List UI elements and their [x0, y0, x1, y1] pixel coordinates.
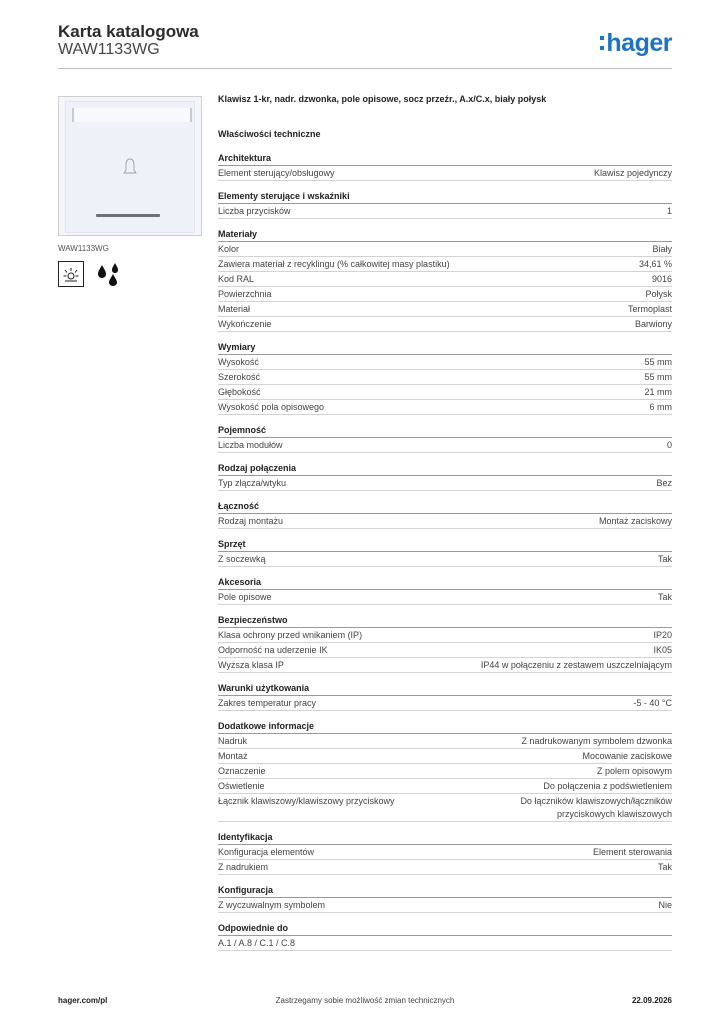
- spec-value: Element sterowania: [592, 847, 672, 857]
- document-title: Karta katalogowa: [58, 22, 199, 41]
- spec-key: Oznaczenie: [218, 766, 266, 776]
- section-heading: Wymiary: [218, 340, 672, 355]
- spec-key: Powierzchnia: [218, 289, 272, 299]
- spec-value: Montaż zaciskowy: [598, 516, 672, 526]
- spec-row: [218, 242, 672, 257]
- spec-key: Montaż: [218, 751, 248, 761]
- spec-row: [218, 385, 672, 400]
- spec-key: A.1 / A.8 / C.1 / C.8: [218, 938, 296, 948]
- spec-value: 55 mm: [644, 357, 672, 367]
- spec-row: [218, 658, 672, 673]
- spec-value: Tak: [657, 862, 672, 872]
- spec-key: Konfiguracja elementów: [218, 847, 315, 857]
- spec-row: [218, 355, 672, 370]
- section-heading: Elementy sterujące i wskaźniki: [218, 189, 672, 204]
- spec-value: Mocowanie zaciskowe: [582, 751, 672, 761]
- section-heading: Pojemność: [218, 423, 672, 438]
- hager-logo[interactable]: [600, 28, 672, 58]
- spec-row: [218, 166, 672, 181]
- spec-value: Do połączenia z podświetleniem: [543, 781, 672, 791]
- spec-key: Kolor: [218, 244, 240, 254]
- spec-section: [218, 830, 672, 875]
- spec-value: IP44 w połączeniu z zestawem uszczelniającym: [480, 660, 672, 670]
- spec-row: [218, 779, 672, 794]
- section-heading: Architektura: [218, 151, 672, 166]
- document-date: 22.09.2026: [631, 996, 672, 1005]
- section-heading: Odpowiednie do: [218, 921, 672, 936]
- spec-key: Z nadrukiem: [218, 862, 269, 872]
- spec-key: Wykończenie: [218, 319, 272, 329]
- logo-mark-icon: [600, 36, 604, 50]
- spec-value: 9016: [651, 274, 672, 284]
- spec-value: Klawisz pojedynczy: [593, 168, 672, 178]
- spec-key: Rodzaj montażu: [218, 516, 284, 526]
- page-header: [58, 20, 672, 69]
- spec-row: [218, 514, 672, 529]
- spec-value: Biały: [652, 244, 672, 254]
- spec-value: Nie: [658, 900, 672, 910]
- spec-section: [218, 719, 672, 822]
- spec-value: 21 mm: [644, 387, 672, 397]
- spec-key: Zakres temperatur pracy: [218, 698, 317, 708]
- product-image[interactable]: [58, 96, 202, 236]
- spec-value: Z nadrukowanym symbolem dzwonka: [521, 736, 672, 746]
- section-heading: Bezpieczeństwo: [218, 613, 672, 628]
- section-heading: Dodatkowe informacje: [218, 719, 672, 734]
- spec-section: [218, 613, 672, 673]
- section-heading: Materiały: [218, 227, 672, 242]
- spec-key: Łącznik klawiszowy/klawiszowy przyciskowy: [218, 796, 395, 806]
- spec-row: [218, 476, 672, 491]
- section-heading: Łączność: [218, 499, 672, 514]
- spec-key: Wyższa klasa IP: [218, 660, 284, 670]
- spec-key: Zawiera materiał z recyklingu (% całkowitej masy plastiku): [218, 259, 450, 269]
- switch-face: [65, 101, 195, 233]
- website-link[interactable]: hager.com/pl: [58, 996, 108, 1005]
- spec-row: [218, 287, 672, 302]
- spec-row: [218, 272, 672, 287]
- feature-icons: [58, 261, 202, 287]
- spec-key: Wysokość: [218, 357, 259, 367]
- product-description: Klawisz 1-kr, nadr. dzwonka, pole opisowe, socz przeźr., A.x/C.x, biały połysk: [218, 94, 547, 104]
- spec-section: [218, 227, 672, 332]
- spec-value: Połysk: [645, 289, 672, 299]
- spec-key: Liczba modułów: [218, 440, 283, 450]
- spec-value: 55 mm: [644, 372, 672, 382]
- spec-row: [218, 764, 672, 779]
- spec-row: [218, 794, 672, 822]
- spec-section: [218, 883, 672, 913]
- spec-row: [218, 845, 672, 860]
- spec-value: 0: [666, 440, 672, 450]
- spec-value: Do łączników klawiszowych/łączników przyciskowych klawiszowych: [520, 796, 672, 819]
- spec-section: [218, 423, 672, 453]
- spec-section: [218, 921, 672, 951]
- spec-row: [218, 302, 672, 317]
- spec-row: [218, 734, 672, 749]
- spec-key: Oświetlenie: [218, 781, 265, 791]
- spec-sections: [218, 151, 672, 951]
- spec-value: Barwiony: [634, 319, 672, 329]
- spec-value: 6 mm: [649, 402, 672, 412]
- section-heading: Warunki użytkowania: [218, 681, 672, 696]
- technical-specs: [218, 94, 672, 951]
- spec-key: Szerokość: [218, 372, 261, 382]
- spec-key: Pole opisowe: [218, 592, 272, 602]
- spec-section: [218, 575, 672, 605]
- spec-key: Z soczewką: [218, 554, 266, 564]
- spec-section: [218, 189, 672, 219]
- disclaimer-text: Zastrzegamy sobie możliwość zmian technicznych: [275, 996, 455, 1005]
- spec-value: -5 - 40 °C: [633, 698, 672, 708]
- spec-key: Z wyczuwalnym symbolem: [218, 900, 326, 910]
- spec-key: Nadruk: [218, 736, 248, 746]
- spec-value: IK05: [653, 645, 672, 655]
- spec-value: Bez: [656, 478, 672, 488]
- spec-row: [218, 628, 672, 643]
- spec-row: [218, 936, 672, 951]
- technical-properties-title: Właściwości techniczne: [218, 129, 321, 139]
- section-heading: Identyfikacja: [218, 830, 672, 845]
- spec-section: [218, 537, 672, 567]
- spec-key: Głębokość: [218, 387, 261, 397]
- lens-bar: [96, 214, 160, 217]
- spec-key: Kod RAL: [218, 274, 255, 284]
- spec-section: [218, 461, 672, 491]
- spec-section: [218, 499, 672, 529]
- spec-value: Z polem opisowym: [596, 766, 672, 776]
- section-heading: Akcesoria: [218, 575, 672, 590]
- logo-text: hager: [606, 29, 672, 57]
- spec-row: [218, 898, 672, 913]
- spec-row: [218, 552, 672, 567]
- spec-key: Wysokość pola opisowego: [218, 402, 324, 412]
- section-heading: Rodzaj połączenia: [218, 461, 672, 476]
- spec-key: Klasa ochrony przed wnikaniem (IP): [218, 630, 363, 640]
- spec-row: [218, 696, 672, 711]
- water-drops-icon: [96, 261, 122, 287]
- spec-section: [218, 151, 672, 181]
- spec-section: [218, 340, 672, 415]
- spec-key: Materiał: [218, 304, 251, 314]
- label-field: [72, 108, 192, 122]
- spec-value: 34,61 %: [638, 259, 672, 269]
- spec-row: [218, 749, 672, 764]
- spec-row: [218, 204, 672, 219]
- spec-row: [218, 257, 672, 272]
- illuminated-lamp-icon: [58, 261, 84, 287]
- spec-value: Tak: [657, 592, 672, 602]
- product-reference: WAW1133WG: [58, 41, 160, 58]
- spec-value: IP20: [653, 630, 672, 640]
- spec-value: Tak: [657, 554, 672, 564]
- product-image-panel: [58, 96, 202, 287]
- spec-row: [218, 643, 672, 658]
- spec-row: [218, 438, 672, 453]
- spec-key: Liczba przycisków: [218, 206, 291, 216]
- spec-row: [218, 860, 672, 875]
- spec-key: Element sterujący/obsługowy: [218, 168, 335, 178]
- spec-key: Typ złącza/wtyku: [218, 478, 287, 488]
- spec-key: Odporność na uderzenie IK: [218, 645, 328, 655]
- spec-section: [218, 681, 672, 711]
- spec-row: [218, 317, 672, 332]
- spec-value: Termoplast: [627, 304, 672, 314]
- section-heading: Sprzęt: [218, 537, 672, 552]
- spec-row: [218, 590, 672, 605]
- spec-row: [218, 400, 672, 415]
- image-reference-label: WAW1133WG: [58, 244, 109, 253]
- section-heading: Konfiguracja: [218, 883, 672, 898]
- spec-value: 1: [666, 206, 672, 216]
- bell-icon: [123, 158, 137, 176]
- spec-row: [218, 370, 672, 385]
